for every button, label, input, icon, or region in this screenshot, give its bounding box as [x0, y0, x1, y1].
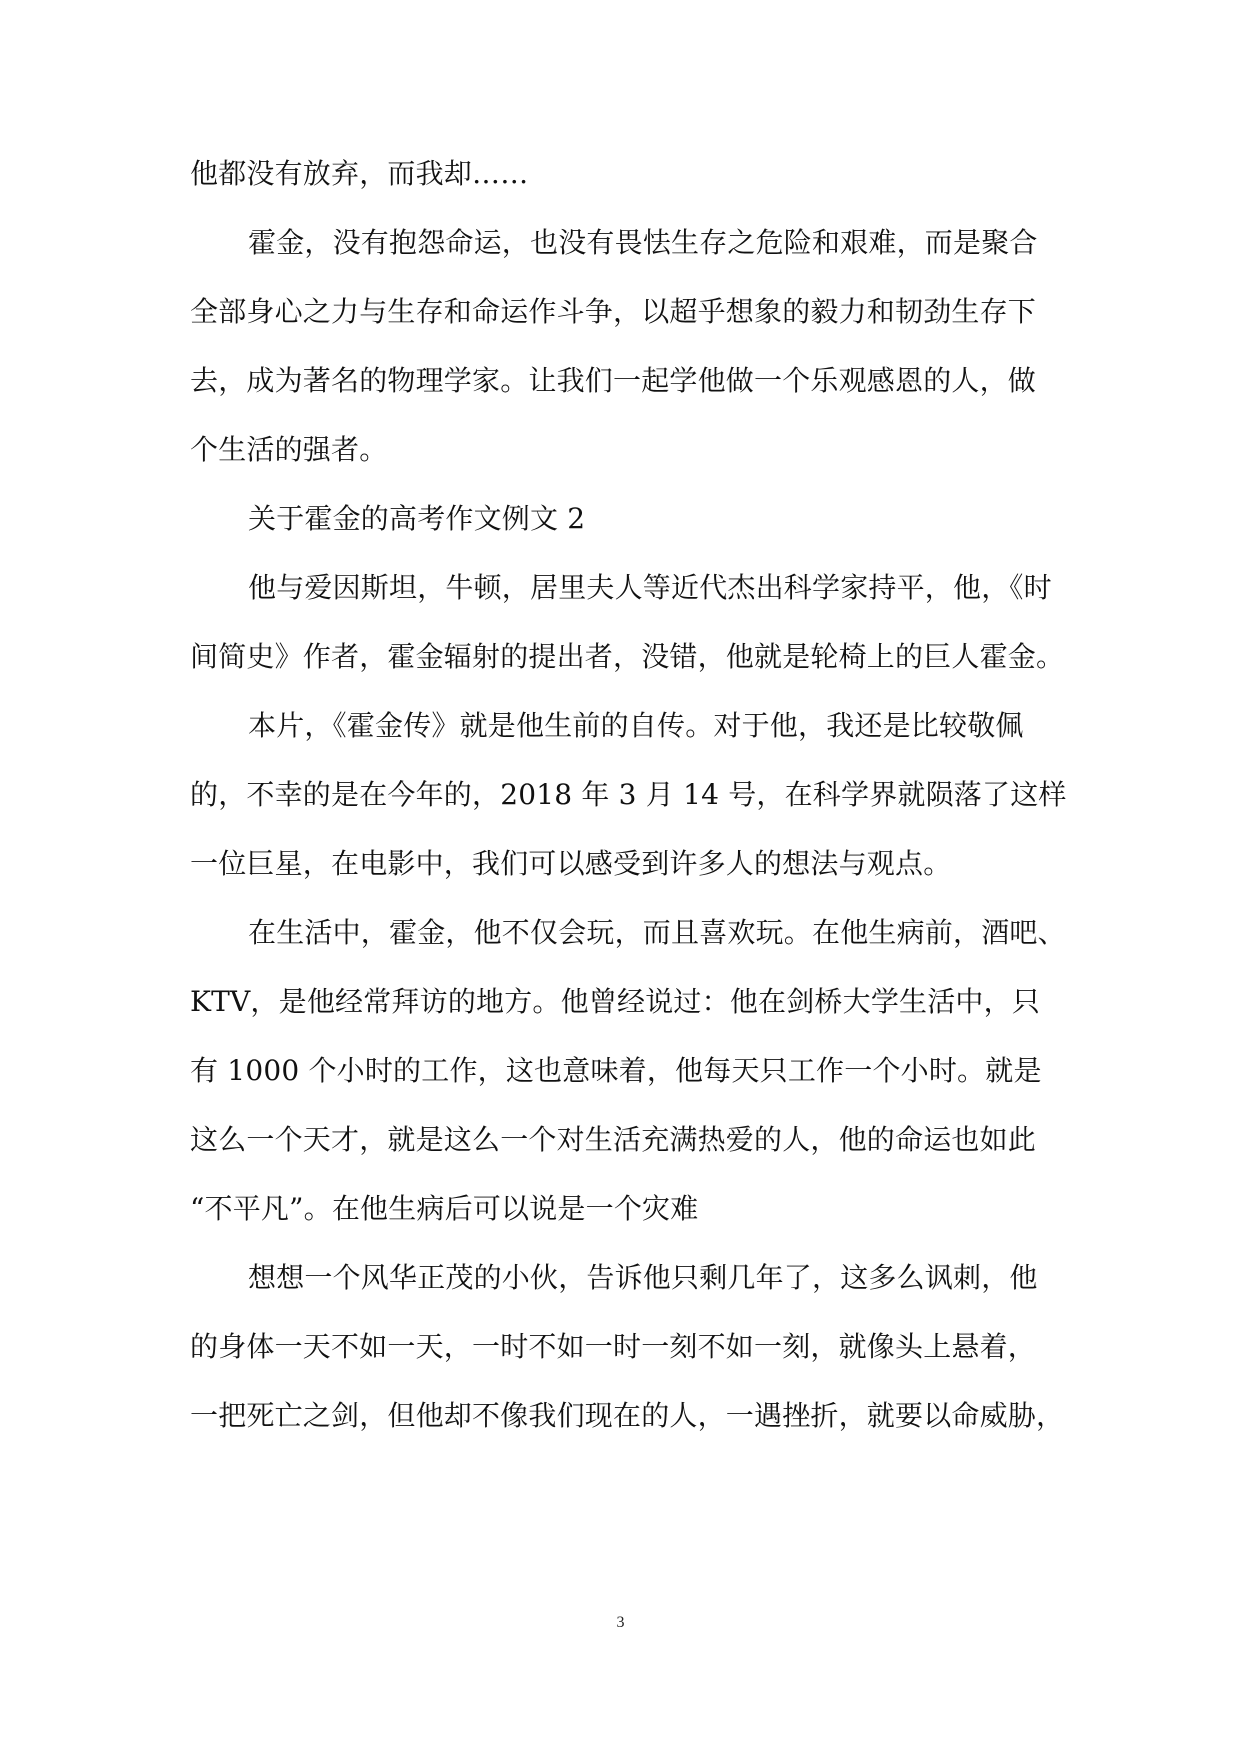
- text-line: 的，不幸的是在今年的，2018 年 3 月 14 号，在科学界就陨落了这样: [190, 778, 1067, 811]
- text-line: 本片，《霍金传》就是他生前的自传。对于他，我还是比较敬佩: [248, 709, 1024, 742]
- text-line: 霍金，没有抱怨命运，也没有畏怯生存之危险和艰难，而是聚合: [248, 226, 1038, 259]
- text-line: 间简史》作者，霍金辐射的提出者，没错，他就是轮椅上的巨人霍金。: [190, 640, 1065, 673]
- text-line: 他都没有放弃，而我却……: [190, 157, 529, 190]
- text-line: 的身体一天不如一天，一时不如一时一刻不如一刻，就像头上悬着，: [190, 1330, 1037, 1363]
- text-line: “不平凡”。在他生病后可以说是一个灾难: [190, 1192, 699, 1225]
- text-line: 去，成为著名的物理学家。让我们一起学他做一个乐观感恩的人，做: [190, 364, 1037, 397]
- text-line: 全部身心之力与生存和命运作斗争，以超乎想象的毅力和韧劲生存下: [190, 295, 1037, 328]
- text-line: 个生活的强者。: [190, 433, 388, 466]
- text-line: 他与爱因斯坦，牛顿，居里夫人等近代杰出科学家持平，他，《时: [248, 571, 1052, 604]
- text-line: 这么一个天才，就是这么一个对生活充满热爱的人，他的命运也如此: [190, 1123, 1037, 1156]
- text-line: 一位巨星，在电影中，我们可以感受到许多人的想法与观点。: [190, 847, 952, 880]
- text-line: 在生活中，霍金，他不仅会玩，而且喜欢玩。在他生病前，酒吧、: [248, 916, 1066, 949]
- text-line: KTV，是他经常拜访的地方。他曾经说过：他在剑桥大学生活中，只: [190, 985, 1041, 1018]
- section-heading: 关于霍金的高考作文例文 2: [248, 502, 586, 535]
- text-line: 有 1000 个小时的工作，这也意味着，他每天只工作一个小时。就是: [190, 1054, 1042, 1087]
- document-body: [190, 139, 1067, 1450]
- page-number: 3: [616, 1614, 625, 1631]
- text-line: 想想一个风华正茂的小伙，告诉他只剩几年了，这多么讽刺，他: [248, 1261, 1038, 1294]
- text-line: 一把死亡之剑，但他却不像我们现在的人，一遇挫折，就要以命威胁，: [190, 1399, 1065, 1432]
